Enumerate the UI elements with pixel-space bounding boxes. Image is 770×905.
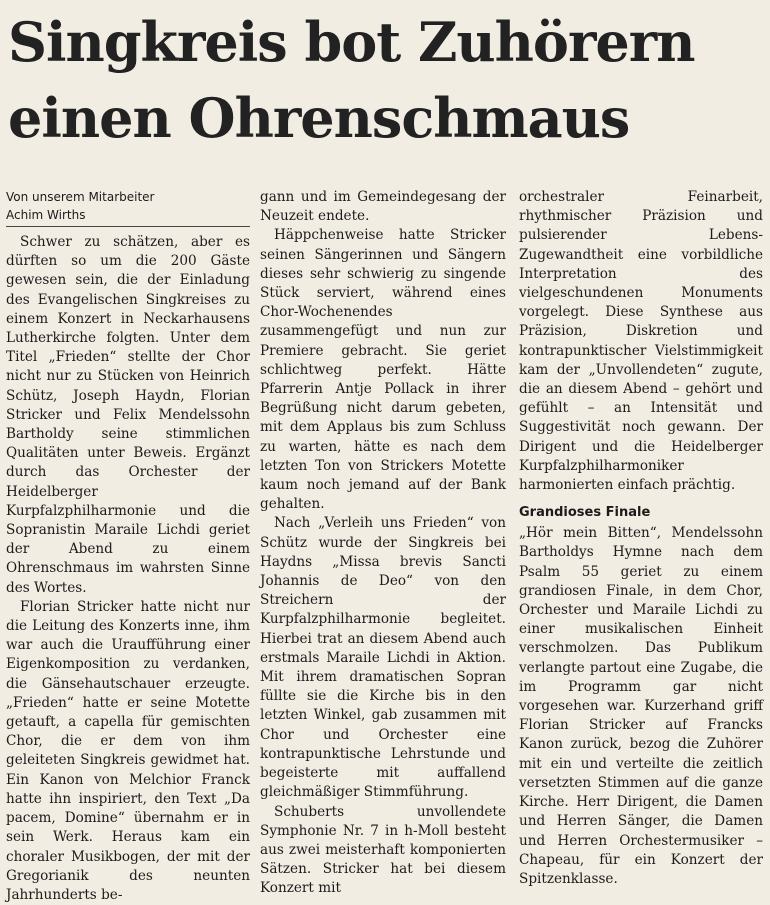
subheading: Grandioses Finale	[519, 505, 651, 521]
byline-prefix: Von unserem Mitarbeiter	[6, 190, 155, 204]
paragraph: Häppchenweise hatte Stricker seinen Sängerinnen und Sängern dieses sehr schwierig zu singende Stück serviert, während eines Chor-Wochenendes zusammengefügt und nun zur Premiere gebracht. Sie geriet schlichtweg perfekt. Hätte Pfarrerin Antje Pollack in ihrer Begrüßung nicht darum gebeten, mit dem Applaus bis zum Schluss zu warten, hätte es nach dem letzten Ton von Strickers Motette kaum noch jemand auf der Bank gehalten.	[260, 227, 506, 513]
column-3	[519, 188, 763, 887]
paragraph: gann und im Gemeindegesang der Neuzeit endete.	[260, 189, 506, 225]
headline-line-1: Singkreis bot Zuhörern	[8, 10, 695, 74]
paragraph: „Hör mein Bitten“, Mendelssohn Bartholdys Hymne nach dem Psalm 55 geriet zu einem grandiosen Finale, in dem Chor, Orchester und Maraile Lichdi zu einer musikalischen Einheit verschmolzen. Das Publikum verlangte partout eine Zugabe, die im Programm gar nicht vorgesehen war. Kurzerhand griff Florian Stricker auf Francks Kanon zurück, bezog die Zuhörer mit ein und verteilte die zeitlich versetzten Stimmen auf die ganze Kirche. Herr Dirigent, die Damen und Herren Sänger, die Damen und Herren Orchestermusiker – Chapeau, für ein Konzert der Spitzenklasse.	[519, 525, 763, 887]
headline-line-2: einen Ohrenschmaus	[8, 86, 630, 150]
byline-divider	[6, 226, 250, 227]
paragraph: Schwer zu schätzen, aber es dürften so um die 200 Gäste gewesen sein, die der Einladung des Evangelischen Singkreises zu einem Konzert in Neckarhausens Lutherkirche folgten. Unter dem Titel „Frieden“ stellte der Chor nicht nur zu Stücken von Heinrich Schütz, Joseph Haydn, Florian Stricker und Felix Mendelssohn Bartholdy seine stimmlichen Qualitäten unter Beweis. Ergänzt durch das Orchester der Heidelberger Kurpfalzphilharmonie und die Sopranistin Maraile Lichdi geriet der Abend zu einem Ohrenschmaus im wahrsten Sinne des Wortes.	[6, 234, 250, 596]
column-2	[260, 188, 506, 897]
byline-author: Achim Wirths	[6, 208, 86, 222]
column-1	[6, 188, 250, 903]
paragraph: Florian Stricker hatte nicht nur die Leitung des Konzerts inne, ihm war auch die Uraufführung einer Eigenkomposition zu verdanken, die Gänsehautschauer erzeugte. „Frieden“ hatte er seine Motette getauft, a capella für gemischten Chor, die er dem von ihm geleiteten Singkreis gewidmet hat. Ein Kanon von Melchior Franck hatte ihn inspiriert, den Text „Da pacem, Domine“ übernahm er in sein Werk. Heraus kam ein choraler Musikbogen, der mit der Gregorianik des neunten Jahrhunderts be-	[6, 598, 250, 903]
paragraph: orchestraler Feinarbeit, rhythmischer Präzision und pulsierender Lebens-Zugewandtheit eine vorbildliche Interpretation des vielgeschundenen Monuments vorgelegt. Diese Synthese aus Präzision, Diskretion und kontrapunktischer Vielstimmigkeit kam der „Unvollendeten“ zugute, die an diesem Abend – gehört und gefühlt – an Intensität und Suggestivität noch gewann. Der Dirigent und die Heidelberger Kurpfalzphilharmoniker harmonierten einfach prächtig.	[519, 189, 763, 494]
headline	[8, 4, 768, 156]
paragraph: Schuberts unvollendete Symphonie Nr. 7 in h-Moll besteht aus zwei meisterhaft komponierten Sätzen. Stricker hat bei diesem Konzert mit	[260, 803, 506, 897]
paragraph: Nach „Verleih uns Frieden“ von Schütz wurde der Singkreis bei Haydns „Missa brevis Sancti Johannis de Deo“ von den Streichern der Kurpfalzphilharmonie begleitet. Hierbei trat an diesem Abend auch erstmals Maraile Lichdi in Aktion. Mit ihrem dramatischen Sopran füllte sie die Kirche bis in den letzten Winkel, gab zusammen mit Chor und Orchester eine kontrapunktische Lehrstunde und begeisterte mit auffallend gleichmäßiger Stimmführung.	[260, 515, 506, 801]
